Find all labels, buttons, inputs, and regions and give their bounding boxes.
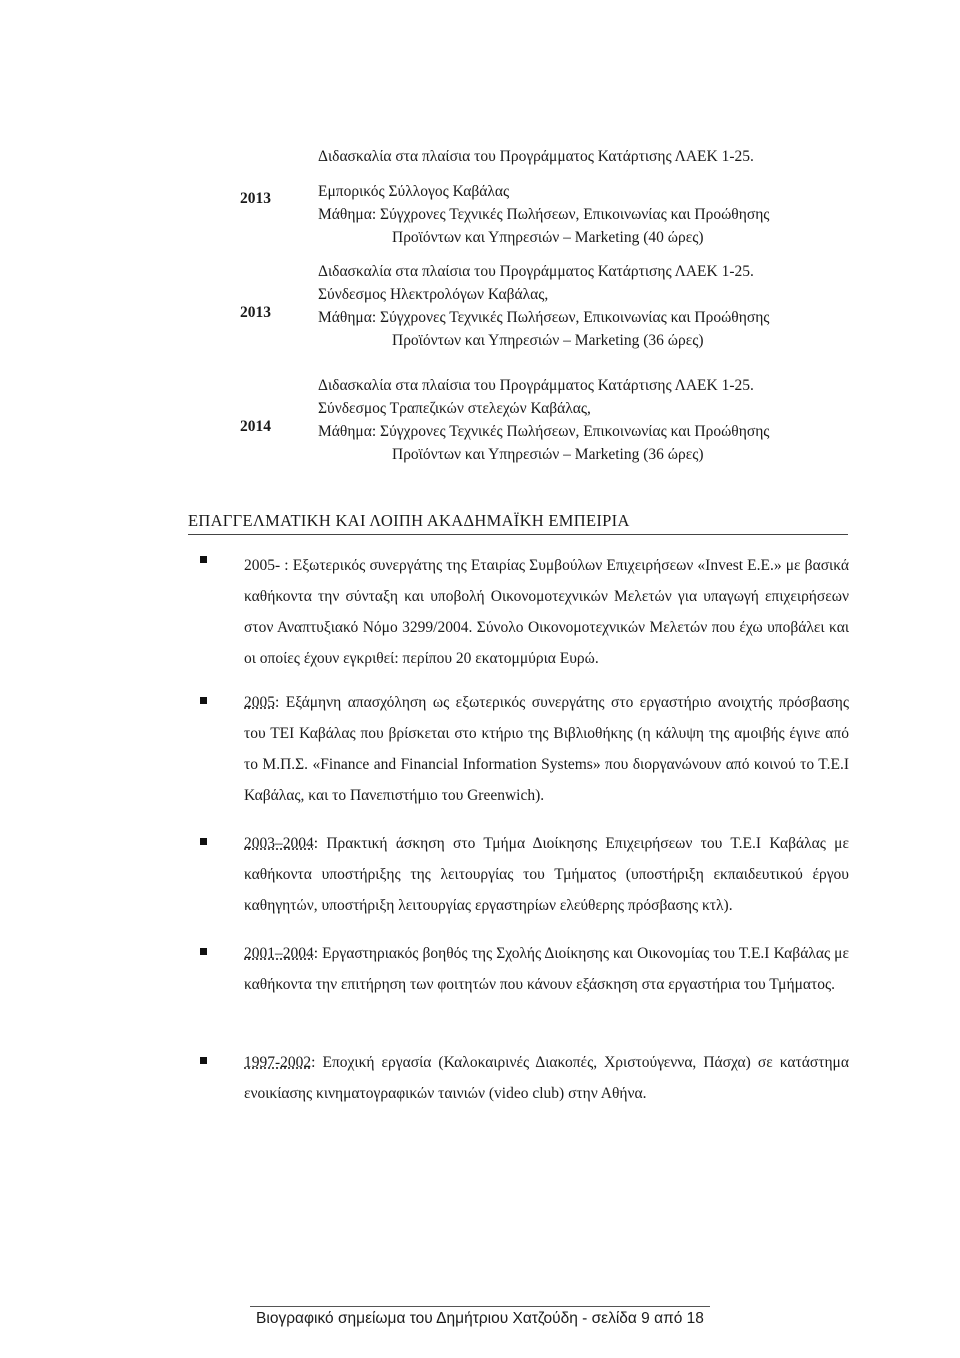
bullet-square-icon <box>200 1057 207 1064</box>
footer-text: Βιογραφικό σημείωμα του Δημήτριου Χατζούδη - σελίδα 9 από 18 <box>250 1306 710 1329</box>
entry-line: Μάθημα: Σύγχρονες Τεχνικές Πωλήσεων, Επικοινωνίας και Προώθησης <box>318 206 770 223</box>
experience-date: 1997-2002 <box>244 1054 312 1071</box>
experience-date: 2003–2004 <box>244 835 314 852</box>
experience-text: : Εργαστηριακός βοηθός της Σχολής Διοίκησης και Οικονομίας του Τ.Ε.Ι Καβάλας με καθήκοντα την επιτήρηση των φοιτητών που κάνουν εξάσκηση στα εργαστήρια του Τμήματος. <box>244 945 849 993</box>
experience-text: : Εποχική εργασία (Καλοκαιρινές Διακοπές, Χριστούγεννα, Πάσχα) σε κατάστημα ενοικίασης κινηματογραφικών ταινιών (video club) στην Αθήνα. <box>244 1054 849 1102</box>
entry-line: Προϊόντων και Υπηρεσιών – Marketing (36 ώρες) <box>392 332 704 349</box>
experience-text: Εξωτερικός συνεργάτης της Εταιρίας Συμβούλων Επιχειρήσεων «Invest Ε.Ε.» με βασικά καθήκοντα την σύνταξη και υποβολή Οικονομοτεχνικών Μελετών για υπαγωγή επιχειρήσεων στον Αναπτυξιακό Νόμο 3299/2004. Σύνολο Οικονομοτεχνικών Μελετών που έχω υποβάλει και οι οποίες έχουν εγκριθεί: περίπου 20 εκατομμύρια Ευρώ. <box>244 557 850 667</box>
experience-paragraph <box>244 1047 849 1109</box>
bullet-square-icon <box>200 948 207 955</box>
experience-paragraph <box>244 828 849 921</box>
experience-text: : Εξάμηνη απασχόληση ως εξωτερικός συνεργάτης στο εργαστήριο ανοιχτής πρόσβασης του ΤΕΙ Καβάλας που βρίσκεται στο κτήριο της Βιβλιοθήκης (η κάλυψη της αμοιβής έγινε από το Μ.Π.Σ. «Finance and Financial Information Systems» που διοργανώνουν από κοινού το Τ.Ε.Ι Καβάλας, και το Πανεπιστήμιο του Greenwich). <box>244 694 849 804</box>
entry-year: 2013 <box>240 190 271 207</box>
entry-line: Προϊόντων και Υπηρεσιών – Marketing (36 ώρες) <box>392 446 704 463</box>
experience-paragraph <box>244 938 849 1000</box>
entry-line: Σύνδεσμος Τραπεζικών στελεχών Καβάλας, <box>318 400 591 417</box>
entry-line: Διδασκαλία στα πλαίσια του Προγράμματος Κατάρτισης ΛΑΕΚ 1-25. <box>318 377 754 394</box>
page-footer <box>0 1306 960 1329</box>
bullet-square-icon <box>200 556 207 563</box>
entry-line: Διδασκαλία στα πλαίσια του Προγράμματος Κατάρτισης ΛΑΕΚ 1-25. <box>318 263 754 280</box>
bullet-square-icon <box>200 697 207 704</box>
experience-paragraph <box>244 550 849 674</box>
entry-line: Μάθημα: Σύγχρονες Τεχνικές Πωλήσεων, Επικοινωνίας και Προώθησης <box>318 309 770 326</box>
entry-line: Προϊόντων και Υπηρεσιών – Marketing (40 ώρες) <box>392 229 704 246</box>
entry-line: Σύνδεσμος Ηλεκτρολόγων Καβάλας, <box>318 286 549 303</box>
bullet-square-icon <box>200 838 207 845</box>
experience-text: : Πρακτική άσκηση στο Τμήμα Διοίκησης Επιχειρήσεων του Τ.Ε.Ι Καβάλας με καθήκοντα υποστήριξης της λειτουργίας του Τμήματος (υποστήριξη εκπαιδευτικού έργου καθηγητών, υποστήριξη λειτουργίας εργαστηρίων ελεύθερης πρόσβασης κτλ). <box>244 835 849 914</box>
entry-line: Εμπορικός Σύλλογος Καβάλας <box>318 183 510 200</box>
section-title: ΕΠΑΓΓΕΛΜΑΤΙΚΗ ΚΑΙ ΛΟΙΠΗ ΑΚΑΔΗΜΑΪΚΗ ΕΜΠΕΙΡΙΑ <box>188 508 848 535</box>
entry-year: 2014 <box>240 418 271 435</box>
experience-date: 2001–2004 <box>244 945 314 962</box>
experience-date: 2005- : <box>244 557 289 574</box>
entry-year: 2013 <box>240 304 271 321</box>
intro-line: Διδασκαλία στα πλαίσια του Προγράμματος Κατάρτισης ΛΑΕΚ 1-25. <box>318 148 754 165</box>
experience-date: 2005 <box>244 694 275 711</box>
entry-line: Μάθημα: Σύγχρονες Τεχνικές Πωλήσεων, Επικοινωνίας και Προώθησης <box>318 423 770 440</box>
experience-paragraph <box>244 687 849 811</box>
